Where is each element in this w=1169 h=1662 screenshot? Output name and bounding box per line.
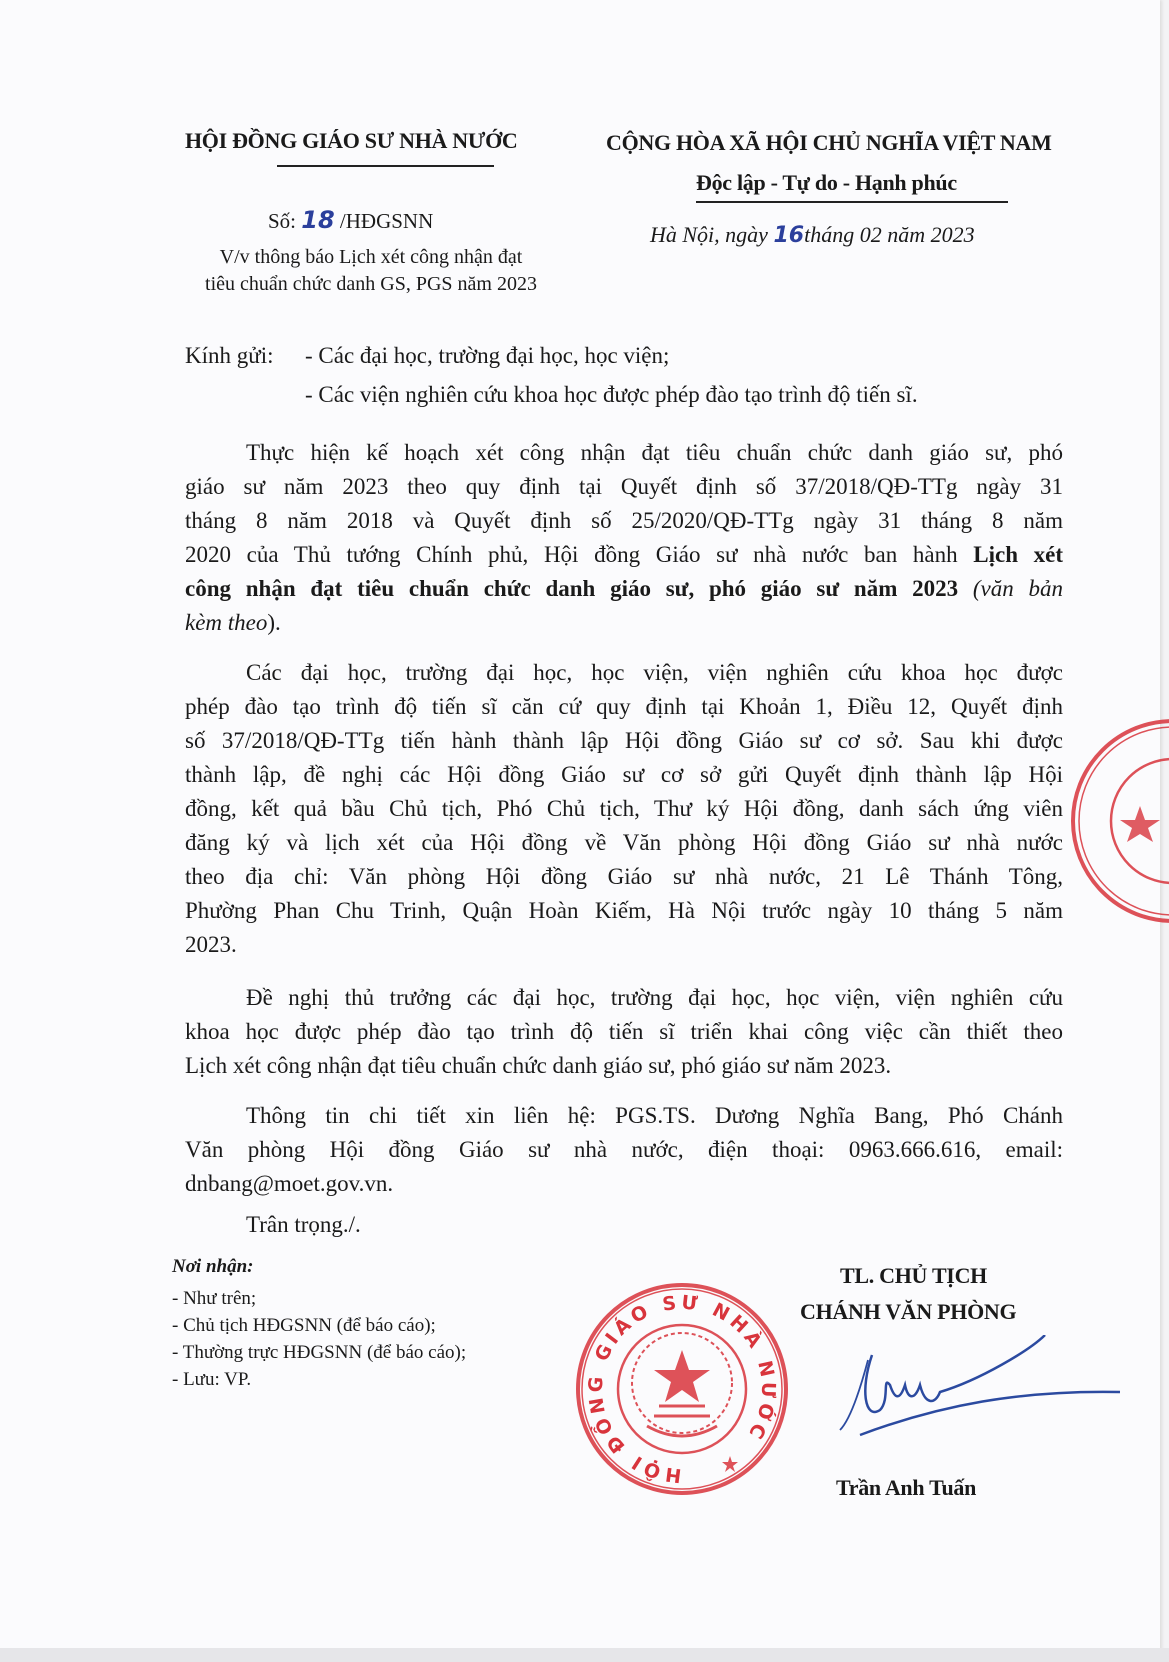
paragraph-line: Thực hiện kế hoạch xét công nhận đạt tiêu chuẩn chức danh giáo sư, phó xyxy=(246,440,1063,465)
italic-segment: (văn bản xyxy=(958,576,1063,601)
paragraph-line: theo địa chỉ: Văn phòng Hội đồng Giáo sư nhà nước, 21 Lê Thánh Tông, xyxy=(185,864,1063,889)
motto: Độc lập - Tự do - Hạnh phúc xyxy=(696,170,957,195)
star-icon xyxy=(722,1456,738,1472)
agency-underline xyxy=(277,165,494,167)
paragraph-line: thành lập, đề nghị các Hội đồng Giáo sư cơ sở gửi Quyết định thành lập Hội xyxy=(185,762,1063,787)
place-prefix: Hà Nội, ngày xyxy=(650,222,768,247)
distribution-item: - Lưu: VP. xyxy=(172,1369,252,1390)
paragraph-line: Thông tin chi tiết xin liên hệ: PGS.TS. Dương Nghĩa Bang, Phó Chánh xyxy=(246,1103,1063,1128)
bold-title-segment: Lịch xét xyxy=(973,542,1063,567)
paragraph-line xyxy=(185,576,1063,602)
official-stamp xyxy=(572,1278,792,1500)
paragraph-line: 2023. xyxy=(185,932,237,957)
date-suffix: tháng 02 năm 2023 xyxy=(804,222,975,247)
paragraph-line: Đề nghị thủ trưởng các đại học, trường đại học, học viện, viện nghiên cứu xyxy=(246,985,1063,1010)
distribution-item: - Chủ tịch HĐGSNN (để báo cáo); xyxy=(172,1315,436,1336)
signature-position: CHÁNH VĂN PHÒNG xyxy=(800,1299,1017,1324)
handwritten-day: 16 xyxy=(773,223,805,248)
paragraph-line: Lịch xét công nhận đạt tiêu chuẩn chức danh giáo sư, phó giáo sư năm 2023. xyxy=(185,1053,892,1078)
agency-name: HỘI ĐỒNG GIÁO SƯ NHÀ NƯỚC xyxy=(185,128,518,153)
paragraph-line xyxy=(185,542,1063,568)
distribution-item: - Như trên; xyxy=(172,1288,257,1309)
star-icon xyxy=(1120,806,1160,842)
document-number xyxy=(268,206,433,234)
handwritten-signature xyxy=(820,1335,1130,1460)
recipient-item: - Các đại học, trường đại học, học viện; xyxy=(305,343,670,368)
place-date xyxy=(650,222,975,248)
paragraph-line: dnbang@moet.gov.vn. xyxy=(185,1171,394,1196)
paragraph-line: đồng, kết quả bầu Chủ tịch, Phó Chủ tịch, Thư ký Hội đồng, danh sách ứng viên xyxy=(185,796,1063,821)
recipient-item: - Các viện nghiên cứu khoa học được phép đào tạo trình độ tiến sĩ. xyxy=(305,382,918,407)
distribution-item: - Thường trực HĐGSNN (để báo cáo); xyxy=(172,1342,467,1363)
text-segment: 2020 của Thủ tướng Chính phủ, Hội đồng Giáo sư nhà nước ban hành xyxy=(185,542,974,567)
number-suffix: /HĐGSNN xyxy=(339,209,434,233)
handwritten-number: 18 xyxy=(301,206,335,234)
subject-line: V/v thông báo Lịch xét công nhận đạt xyxy=(219,246,523,268)
signer-name: Trần Anh Tuấn xyxy=(836,1475,977,1500)
distribution-label: Nơi nhận: xyxy=(172,1256,254,1277)
star-icon xyxy=(654,1350,710,1402)
bold-title-segment: công nhận đạt tiêu chuẩn chức danh giáo sư, phó giáo sư năm 2023 xyxy=(185,576,959,601)
paragraph-line: Văn phòng Hội đồng Giáo sư nhà nước, điện thoại: 0963.666.616, email: xyxy=(185,1137,1063,1162)
paragraph-line: phép đào tạo trình độ tiến sĩ căn cứ quy định tại Khoản 1, Điều 12, Quyết định xyxy=(185,694,1063,719)
paragraph-line: Các đại học, trường đại học, học viện, viện nghiên cứu khoa học được xyxy=(246,660,1063,685)
partial-stamp xyxy=(1065,716,1169,926)
italic-segment: kèm theo xyxy=(185,610,268,635)
paragraph-line: tháng 8 năm 2018 và Quyết định số 25/2020/QĐ-TTg ngày 31 tháng 8 năm xyxy=(185,508,1063,533)
motto-underline xyxy=(696,201,1008,203)
paragraph-line: đăng ký và lịch xét của Hội đồng về Văn phòng Hội đồng Giáo sư nhà nước xyxy=(185,830,1063,855)
subject xyxy=(171,244,571,298)
paragraph-line: số 37/2018/QĐ-TTg tiến hành thành lập Hội đồng Giáo sư cơ sở. Sau khi được xyxy=(185,728,1063,753)
paragraph-line: giáo sư năm 2023 theo quy định tại Quyết định số 37/2018/QĐ-TTg ngày 31 xyxy=(185,474,1063,499)
paragraph-line: khoa học được phép đào tạo trình độ tiến sĩ triển khai công việc cần thiết theo xyxy=(185,1019,1063,1044)
scan-bottom-edge xyxy=(0,1648,1169,1662)
signature-title: TL. CHỦ TỊCH xyxy=(840,1263,987,1288)
country-name: CỘNG HÒA XÃ HỘI CHỦ NGHĨA VIỆT NAM xyxy=(606,130,1052,155)
closing: Trân trọng./. xyxy=(246,1212,361,1237)
number-prefix: Số: xyxy=(268,209,297,233)
subject-line: tiêu chuẩn chức danh GS, PGS năm 2023 xyxy=(205,273,537,295)
paragraph-line xyxy=(185,610,1063,636)
text-segment: ). xyxy=(267,610,281,635)
paragraph-line: Phường Phan Chu Trinh, Quận Hoàn Kiếm, Hà Nội trước ngày 10 tháng 5 năm xyxy=(185,898,1063,923)
recipients-label: Kính gửi: xyxy=(185,343,274,368)
stamp-text-path: HỘI ĐỒNG GIÁO SƯ NHÀ NƯỚC xyxy=(584,1291,780,1487)
